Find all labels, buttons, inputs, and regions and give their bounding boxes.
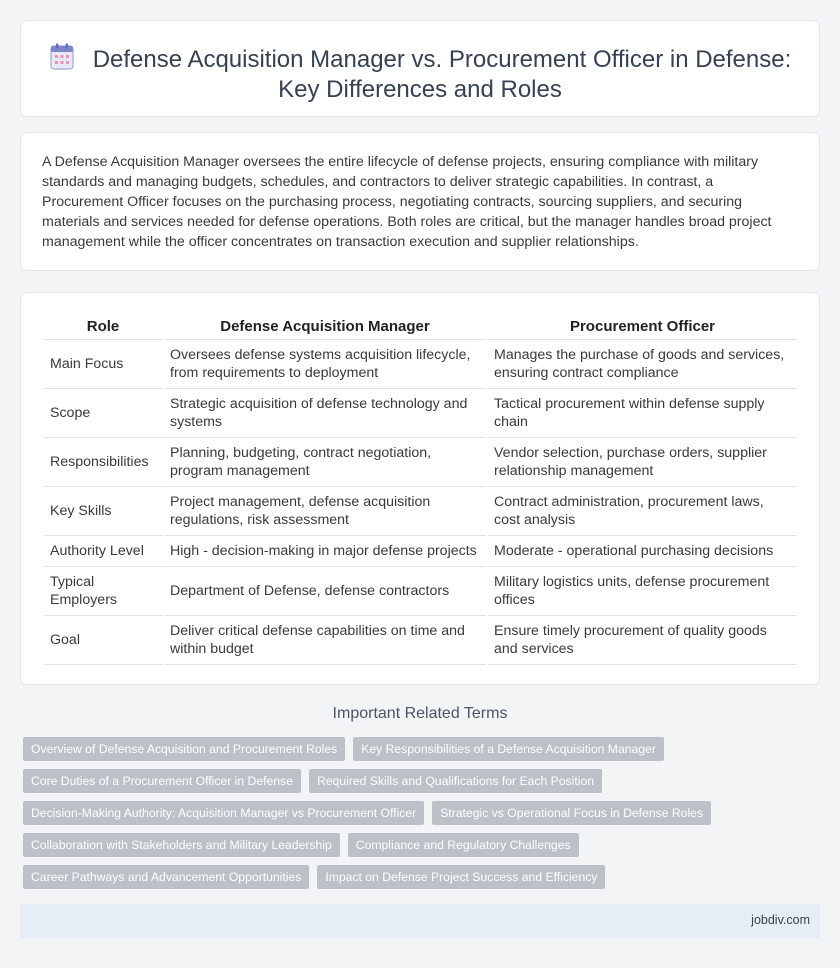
row-label: Main Focus [44, 340, 162, 389]
officer-cell: Contract administration, procurement laws, cost analysis [488, 487, 797, 536]
table-row [44, 438, 797, 487]
manager-cell: High - decision-making in major defense projects [164, 536, 486, 567]
term-link[interactable]: Overview of Defense Acquisition and Procurement Roles [23, 737, 345, 761]
header-role: Role [44, 314, 162, 340]
row-label: Scope [44, 389, 162, 438]
footer-site-link[interactable]: jobdiv.com [751, 913, 810, 927]
term-link[interactable]: Decision-Making Authority: Acquisition Manager vs Procurement Officer [23, 801, 424, 825]
table-row [44, 616, 797, 665]
row-label: Goal [44, 616, 162, 665]
term-link[interactable]: Career Pathways and Advancement Opportunities [23, 865, 309, 889]
term-link[interactable]: Required Skills and Qualifications for Each Position [309, 769, 602, 793]
table-row [44, 389, 797, 438]
comparison-card [20, 292, 820, 685]
table-row [44, 536, 797, 567]
term-row [23, 833, 823, 865]
header-officer: Procurement Officer [488, 314, 797, 340]
officer-cell: Manages the purchase of goods and services, ensuring contract compliance [488, 340, 797, 389]
manager-cell: Planning, budgeting, contract negotiation, program management [164, 438, 486, 487]
manager-cell: Deliver critical defense capabilities on time and within budget [164, 616, 486, 665]
term-link[interactable]: Collaboration with Stakeholders and Military Leadership [23, 833, 340, 857]
header-card [20, 20, 820, 117]
term-link[interactable]: Key Responsibilities of a Defense Acquisition Manager [353, 737, 664, 761]
row-label: Authority Level [44, 536, 162, 567]
table-row [44, 567, 797, 616]
term-link[interactable]: Impact on Defense Project Success and Efficiency [317, 865, 605, 889]
officer-cell: Military logistics units, defense procurement offices [488, 567, 797, 616]
document-icon [49, 43, 75, 71]
term-link[interactable]: Compliance and Regulatory Challenges [348, 833, 579, 857]
term-link[interactable]: Strategic vs Operational Focus in Defense Roles [432, 801, 711, 825]
manager-cell: Oversees defense systems acquisition lifecycle, from requirements to deployment [164, 340, 486, 389]
officer-cell: Moderate - operational purchasing decisions [488, 536, 797, 567]
table-row [44, 340, 797, 389]
term-link[interactable]: Core Duties of a Procurement Officer in Defense [23, 769, 301, 793]
table-row [44, 487, 797, 536]
term-row [23, 737, 823, 769]
manager-cell: Project management, defense acquisition regulations, risk assessment [164, 487, 486, 536]
officer-cell: Vendor selection, purchase orders, supplier relationship management [488, 438, 797, 487]
term-row [23, 865, 823, 897]
officer-cell: Ensure timely procurement of quality goods and services [488, 616, 797, 665]
term-row [23, 769, 823, 801]
term-row [23, 801, 823, 833]
related-terms [23, 737, 823, 897]
related-terms-title: Important Related Terms [332, 705, 508, 722]
manager-cell: Strategic acquisition of defense technology and systems [164, 389, 486, 438]
row-label: Responsibilities [44, 438, 162, 487]
row-label: Typical Employers [44, 567, 162, 616]
officer-cell: Tactical procurement within defense supply chain [488, 389, 797, 438]
row-label: Key Skills [44, 487, 162, 536]
page-title: Defense Acquisition Manager vs. Procurement Officer in Defense: Key Differences and Roles [92, 46, 792, 103]
intro-text: A Defense Acquisition Manager oversees the entire lifecycle of defense projects, ensuring compliance with military standards and managing budgets, schedules, and contractors to deliver strategic capabilities. In contrast, a Procurement Officer focuses on the purchasing process, negotiating contracts, sourcing suppliers, and securing materials and services needed for defense operations. Both roles are critical, but the manager handles broad project management while the officer concentrates on transaction execution and supplier relationships. [42, 154, 772, 250]
page-title-wrap [21, 43, 819, 105]
footer [20, 904, 820, 938]
manager-cell: Department of Defense, defense contractors [164, 567, 486, 616]
comparison-table [42, 314, 799, 665]
intro-card [20, 132, 820, 271]
header-manager: Defense Acquisition Manager [164, 314, 486, 340]
